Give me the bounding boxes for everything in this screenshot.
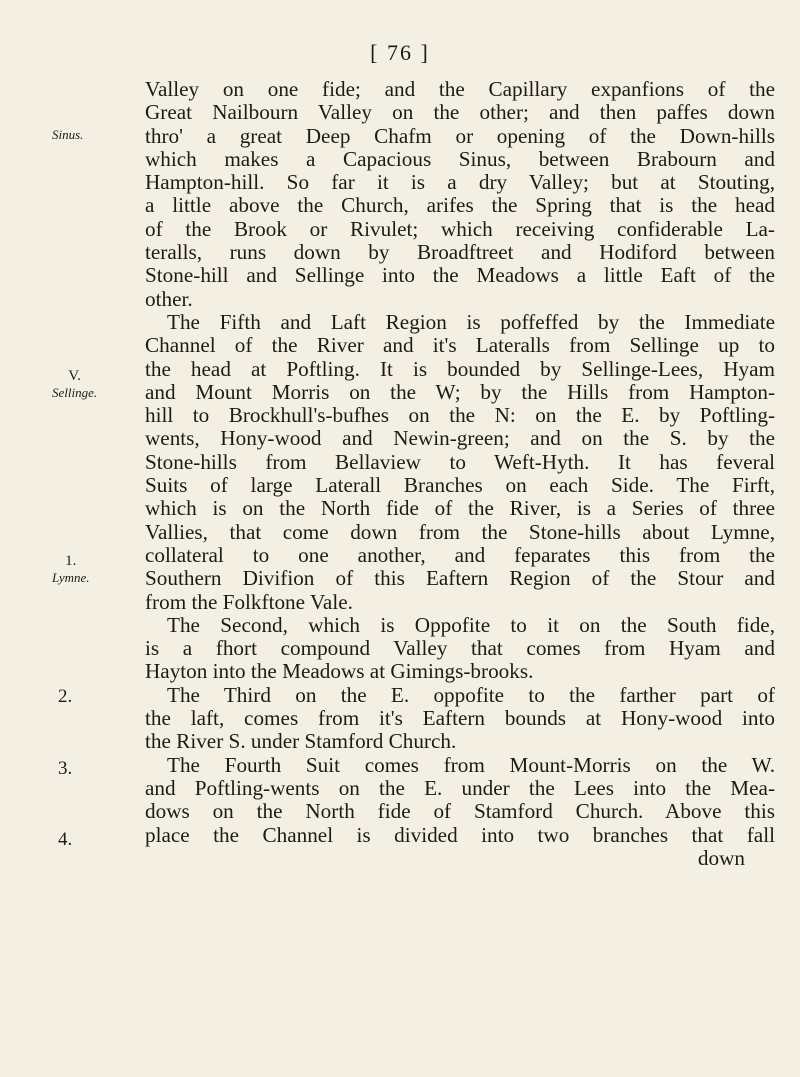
text-line: and Mount Morris on the W; by the Hills from Hampton- <box>145 380 775 404</box>
catchword: down <box>697 846 745 870</box>
text-line: the River S. under Stamford Church. <box>145 730 457 754</box>
text-line: wents, Hony-wood and Newin-green; and on the S. by the <box>145 427 775 451</box>
text-line: Hayton into the Meadows at Gimings-brooks. <box>145 660 534 684</box>
text-line: is a fhort compound Valley that comes from Hyam and <box>145 637 775 661</box>
text-line: Suits of large Laterall Branches on each Side. The Firft, <box>145 474 775 498</box>
text-line: The Fourth Suit comes from Mount-Morris on the W. <box>167 753 775 777</box>
margin-numeral-1: 1. <box>65 553 77 569</box>
text-line: Hampton-hill. So far it is a dry Valley; but at Stouting, <box>145 171 775 195</box>
text-line: of the Brook or Rivulet; which receiving confiderable La- <box>145 217 775 241</box>
text-line: dows on the North fide of Stamford Church. Above this <box>145 800 775 824</box>
margin-label-sellinge: Sellinge. <box>52 385 98 400</box>
text-line: place the Channel is divided into two branches that fall <box>145 823 775 847</box>
text-line: The Second, which is Oppofite to it on the South fide, <box>167 613 775 637</box>
text-line: a little above the Church, arifes the Spring that is the head <box>145 194 775 218</box>
text-line: other. <box>145 287 193 311</box>
body-text <box>145 78 775 870</box>
text-line: Great Nailbourn Valley on the other; and then paffes down <box>145 101 775 125</box>
text-line: Stone-hill and Sellinge into the Meadows a little Eaft of the <box>145 264 775 288</box>
text-line: Valley on one fide; and the Capillary expanfions of the <box>145 78 775 101</box>
text-line: collateral to one another, and feparates this from the <box>145 543 775 567</box>
text-line: teralls, runs down by Broadftreet and Hodiford between <box>145 241 775 265</box>
text-line: Stone-hills from Bellaview to Weft-Hyth. It has feveral <box>145 450 775 474</box>
text-line: Channel of the River and it's Lateralls from Sellinge up to <box>145 334 775 358</box>
text-line: which is on the North fide of the River, is a Series of three <box>145 497 775 521</box>
text-line: hill to Brockhull's-bufhes on the N: on the E. by Poftling- <box>145 404 775 428</box>
margin-note-region-v <box>52 368 97 401</box>
text-line: and Poftling-wents on the E. under the Lees into the Mea- <box>145 776 775 800</box>
text-line: the laft, comes from it's Eaftern bounds at Hony-wood into <box>145 707 775 731</box>
margin-numeral-4: 4. <box>58 829 73 850</box>
text-line: the head at Poftling. It is bounded by Sellinge-Lees, Hyam <box>145 357 775 381</box>
text-line: The Fifth and Laft Region is poffeffed by the Immediate <box>167 310 775 334</box>
page-number: [ 76 ] <box>370 40 430 65</box>
margin-numeral-v: V. <box>68 368 81 384</box>
margin-note-sinus: Sinus. <box>52 127 84 142</box>
margin-label-lymne: Lymne. <box>52 570 90 585</box>
margin-numeral-3: 3. <box>58 758 73 779</box>
text-line: which makes a Capacious Sinus, between Brabourn and <box>145 147 775 171</box>
text-line: Southern Divifion of this Eaftern Region of the Stour and <box>145 567 775 591</box>
text-line: Vallies, that come down from the Stone-hills about Lymne, <box>145 520 775 544</box>
text-line: The Third on the E. oppofite to the farther part of <box>167 683 775 707</box>
text-line: from the Folkftone Vale. <box>145 590 353 614</box>
text-line: thro' a great Deep Chafm or opening of the Down-hills <box>145 124 775 148</box>
margin-note-suit-1 <box>52 553 90 586</box>
margin-numeral-2: 2. <box>58 686 73 707</box>
